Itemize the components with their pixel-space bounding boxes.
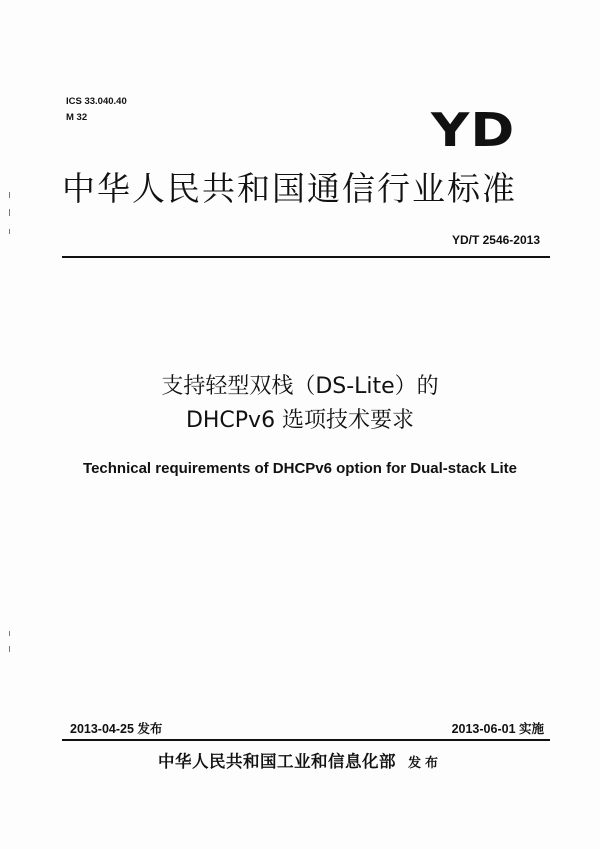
ics-code: ICS 33.040.40 <box>66 96 127 107</box>
publisher-name: 中华人民共和国工业和信息化部 <box>157 752 396 771</box>
header-divider <box>62 256 550 258</box>
yd-logo: YD <box>430 103 515 157</box>
binding-mark <box>9 209 10 216</box>
publisher-line <box>0 748 600 772</box>
ccs-code: M 32 <box>66 112 88 123</box>
implementation-date: 2013-06-01 实施 <box>451 722 544 736</box>
classification-codes <box>66 94 127 126</box>
document-title-zh-line2: DHCPv6 选项技术要求 <box>185 408 415 433</box>
binding-mark <box>9 229 10 234</box>
binding-mark <box>9 192 10 198</box>
document-title-zh-line1: 支持轻型双栈（DS-Lite）的 <box>161 374 439 399</box>
footer-divider <box>62 739 550 741</box>
standard-number: YD/T 2546-2013 <box>451 233 540 247</box>
publish-label: 发布 <box>407 756 442 771</box>
binding-mark <box>9 646 10 652</box>
standard-type-title: 中华人民共和国通信行业标准 <box>62 169 517 208</box>
issue-date: 2013-04-25 发布 <box>70 722 163 736</box>
document-title-en: Technical requirements of DHCPv6 option for Dual-stack Lite <box>83 460 517 477</box>
binding-mark <box>9 631 10 636</box>
